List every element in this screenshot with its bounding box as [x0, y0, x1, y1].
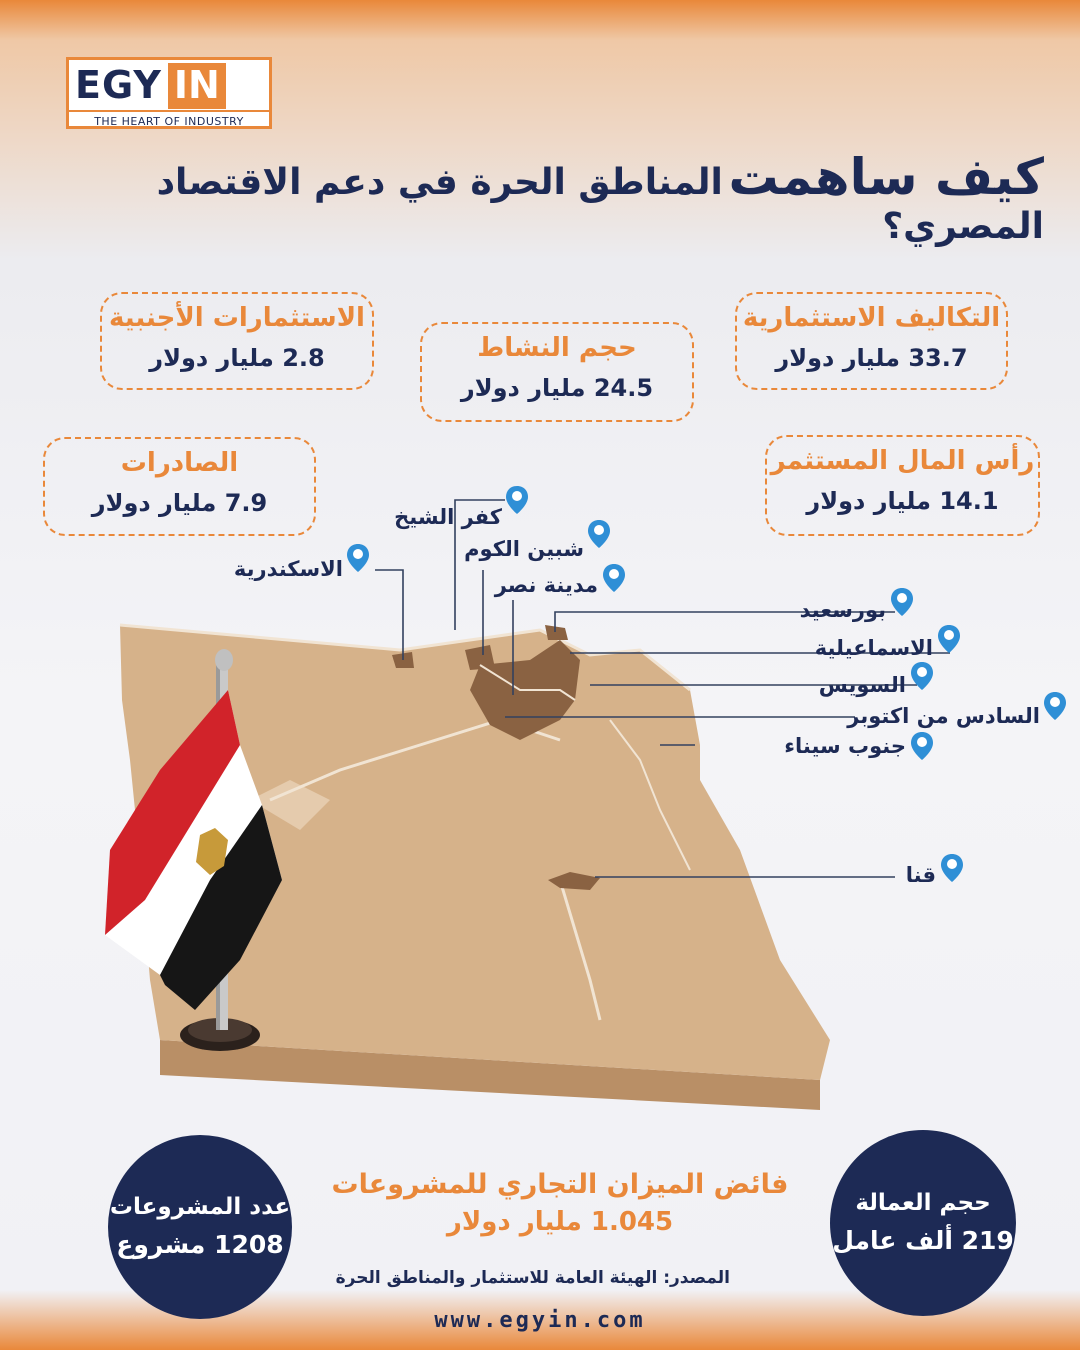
logo-egy-text: EGY — [75, 63, 162, 107]
stat-label: الصادرات — [120, 448, 239, 478]
logo-tagline: THE HEART OF INDUSTRY — [69, 110, 269, 128]
stat-value: 7.9 مليار دولار — [91, 489, 268, 517]
website-link[interactable]: www.egyin.com — [434, 1308, 646, 1333]
source-note: المصدر: الهيئة العامة للاستثمار والمناطق الحرة — [335, 1268, 730, 1288]
trade-surplus — [300, 1166, 820, 1240]
location-pin-icon — [346, 542, 370, 574]
logo-in-text: IN — [168, 63, 226, 109]
projects-label: عدد المشروعات — [109, 1194, 291, 1220]
location-pin-icon — [940, 852, 964, 884]
location-pin-icon — [910, 730, 934, 762]
employment-value: 219 ألف عامل — [832, 1226, 1014, 1255]
stat-label: حجم النشاط — [477, 333, 637, 363]
zone-south-sinai: جنوب سيناء — [784, 734, 906, 758]
zone-sixth-october: السادس من اكتوبر — [847, 704, 1040, 728]
location-pin-icon — [602, 562, 626, 594]
stat-value: 33.7 مليار دولار — [775, 344, 968, 372]
trade-surplus-value: 1.045 مليار دولار — [446, 1207, 674, 1237]
location-pin-icon — [1043, 690, 1067, 722]
employment-label: حجم العمالة — [855, 1190, 991, 1216]
zone-suez: السويس — [818, 673, 906, 697]
stat-label: رأس المال المستثمر — [770, 446, 1035, 476]
zone-kafr-el-sheikh: كفر الشيخ — [394, 505, 502, 529]
employment-badge — [830, 1130, 1016, 1316]
zone-qena: قنا — [905, 863, 936, 887]
zone-alexandria: الاسكندرية — [233, 557, 343, 581]
location-pin-icon — [910, 660, 934, 692]
projects-count-badge — [108, 1135, 292, 1319]
stat-label: التكاليف الاستثمارية — [742, 303, 1001, 333]
stat-label: الاستثمارات الأجنبية — [109, 303, 365, 333]
location-pin-icon — [890, 586, 914, 618]
stat-value: 24.5 مليار دولار — [460, 374, 654, 402]
zone-ismailia: الاسماعيلية — [814, 636, 933, 660]
trade-surplus-label: فائض الميزان التجاري للمشروعات — [331, 1169, 789, 1200]
location-pin-icon — [937, 623, 961, 655]
projects-value: 1208 مشروع — [116, 1230, 284, 1259]
zone-shebin-el-kom: شبين الكوم — [464, 537, 584, 561]
stat-value: 2.8 مليار دولار — [149, 344, 325, 372]
location-pin-icon — [587, 518, 611, 550]
stat-value: 14.1 مليار دولار — [806, 487, 999, 515]
zone-port-said: بورسعيد — [799, 598, 886, 622]
location-pin-icon — [505, 484, 529, 516]
title-emphasis: كيف ساهمت — [728, 148, 1044, 206]
zone-nasr-city: مدينة نصر — [494, 573, 598, 597]
title-rest: المناطق الحرة في دعم الاقتصاد المصري؟ — [156, 162, 1044, 247]
